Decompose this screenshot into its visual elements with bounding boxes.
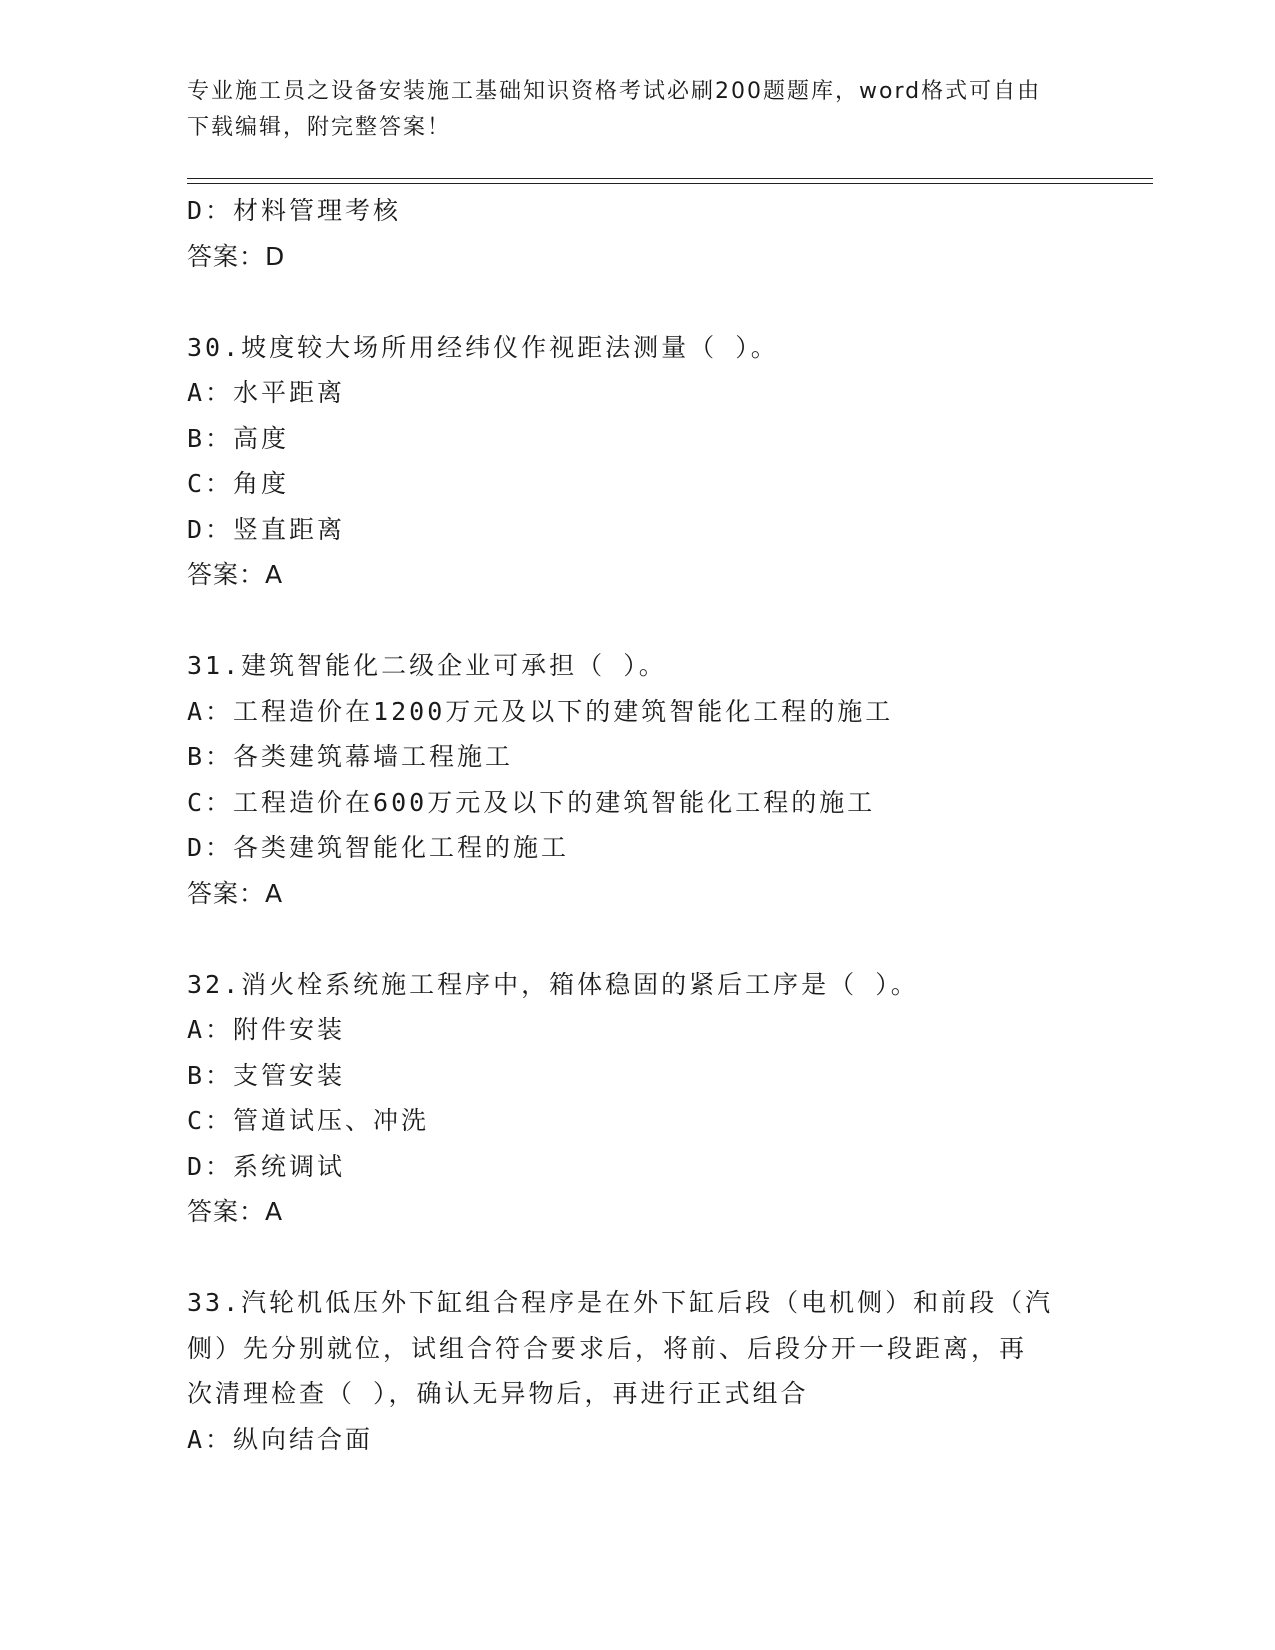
spacer bbox=[187, 916, 1153, 962]
option-a: A：工程造价在1200万元及以下的建筑智能化工程的施工 bbox=[187, 696, 894, 726]
question-32 bbox=[187, 962, 1153, 1235]
question-stem-line-3: 次清理检查（ ），确认无异物后，再进行正式组合 bbox=[187, 1379, 809, 1408]
answer: 答案：A bbox=[187, 1197, 284, 1226]
header-line-2: 下载编辑，附完整答案！ bbox=[187, 115, 452, 140]
answer-previous: 答案：D bbox=[187, 241, 286, 271]
question-30 bbox=[187, 325, 1153, 598]
option-c: C：角度 bbox=[187, 469, 290, 498]
spacer bbox=[187, 279, 1153, 325]
option-d: D：各类建筑智能化工程的施工 bbox=[187, 833, 570, 862]
option-d: D：竖直距离 bbox=[187, 514, 346, 544]
option-b: B：高度 bbox=[187, 423, 290, 453]
option-c: C：工程造价在600万元及以下的建筑智能化工程的施工 bbox=[187, 787, 876, 817]
question-stem: 32.消火栓系统施工程序中，箱体稳固的紧后工序是（ ）。 bbox=[187, 969, 919, 999]
question-stem-line-1: 33.汽轮机低压外下缸组合程序是在外下缸后段（电机侧）和前段（汽 bbox=[187, 1288, 1054, 1317]
question-stem: 30.坡度较大场所用经纬仪作视距法测量（ ）。 bbox=[187, 332, 779, 362]
answer: 答案：A bbox=[187, 560, 284, 589]
option-a: A：水平距离 bbox=[187, 378, 346, 407]
option-a: A：附件安装 bbox=[187, 1015, 346, 1044]
spacer bbox=[187, 1235, 1153, 1281]
option-d: D：系统调试 bbox=[187, 1151, 346, 1181]
header-divider-top bbox=[187, 178, 1153, 179]
answer: 答案：A bbox=[187, 878, 284, 908]
question-33 bbox=[187, 1280, 1153, 1462]
option-b: B：支管安装 bbox=[187, 1060, 346, 1090]
question-stem-line-2: 侧）先分别就位，试组合符合要求后，将前、后段分开一段距离，再 bbox=[187, 1333, 1028, 1363]
question-stem: 31.建筑智能化二级企业可承担（ ）。 bbox=[187, 651, 667, 680]
header-line-1: 专业施工员之设备安装施工基础知识资格考试必刷200题题库，word格式可自由 bbox=[187, 79, 1042, 104]
question-31 bbox=[187, 643, 1153, 916]
header-divider-bottom bbox=[187, 183, 1153, 184]
option-a: A：纵向结合面 bbox=[187, 1424, 374, 1454]
option-b: B：各类建筑幕墙工程施工 bbox=[187, 742, 514, 771]
option-d-previous: D：材料管理考核 bbox=[187, 196, 402, 225]
question-content bbox=[187, 188, 1153, 1462]
option-c: C：管道试压、冲洗 bbox=[187, 1106, 430, 1135]
document-header bbox=[187, 74, 1067, 146]
spacer bbox=[187, 598, 1153, 644]
